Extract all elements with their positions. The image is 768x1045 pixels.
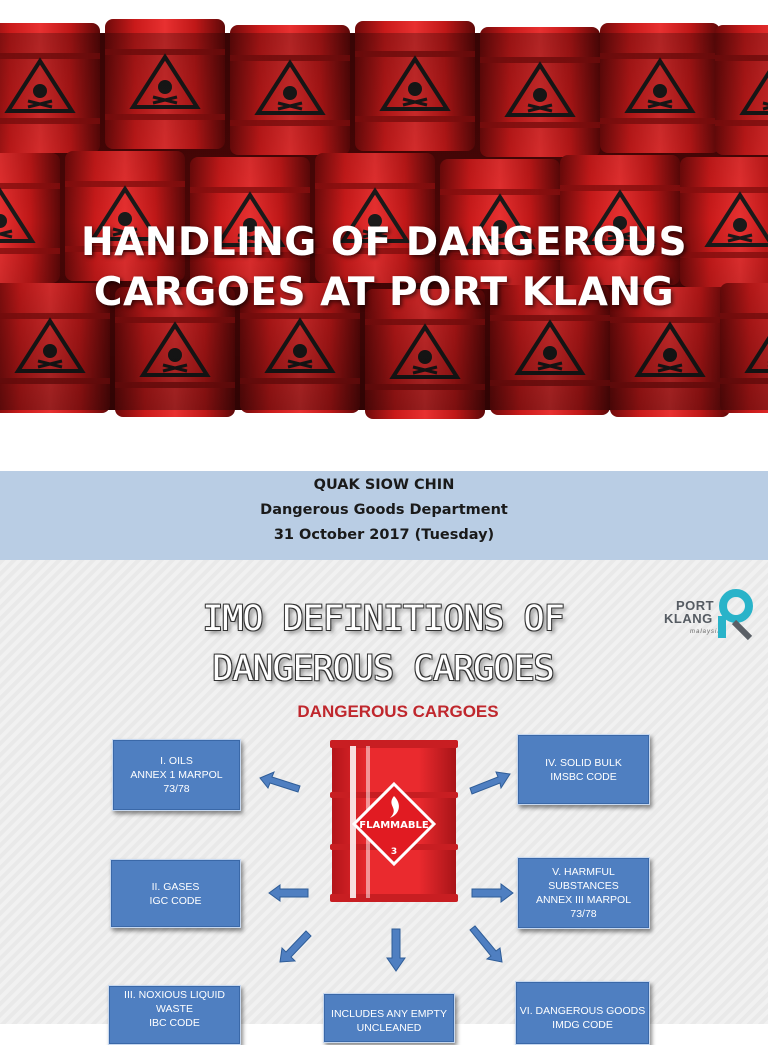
drum-label: FLAMMABLE	[359, 820, 429, 831]
arrow-right-up-icon	[468, 770, 512, 800]
box-oils-line-2: ANNEX 1 MARPOL	[130, 769, 223, 781]
title-line-2: CARGOES AT PORT KLANG	[93, 270, 675, 315]
box-oils-line-3: 73/78	[163, 783, 190, 795]
arrow-left-icon	[268, 884, 310, 902]
heading-line-1: IMO DEFINITIONS OF	[202, 599, 564, 639]
box-empty-line-1: INCLUDES ANY EMPTY	[331, 1008, 447, 1020]
diagram-subheading: DANGEROUS CARGOES	[297, 702, 499, 721]
box-gases-line-2: IGC CODE	[149, 894, 202, 907]
port-klang-logo	[664, 590, 754, 646]
presenter-info-band	[0, 471, 768, 560]
title-line-1: HANDLING OF DANGEROUS	[80, 220, 688, 265]
box-empty-uncleaned	[323, 993, 455, 1043]
box-harmful-line-4: 73/78	[570, 908, 597, 920]
box-oils	[112, 739, 241, 811]
flammable-drum-icon	[330, 738, 458, 906]
arrow-down-right-icon	[468, 924, 504, 964]
presentation-date: 31 October 2017 (Tuesday)	[273, 527, 495, 543]
box-solid-bulk	[517, 734, 650, 805]
arrow-left-up-icon	[258, 770, 302, 800]
box-oils-line-1: I. OILS	[160, 755, 193, 767]
box-solid-bulk-line-2: IMSBC CODE	[550, 770, 617, 783]
box-gases-line-1: II. GASES	[151, 880, 200, 893]
arrow-right-icon	[470, 883, 514, 903]
department-name: Dangerous Goods Department	[260, 502, 508, 518]
definitions-slide	[0, 560, 768, 1034]
logo-tagline: malaysia	[690, 629, 722, 635]
box-harmful-substances	[517, 857, 650, 929]
box-empty-line-2: UNCLEANED	[356, 1022, 422, 1034]
box-solid-bulk-line-1: IV. SOLID BULK	[545, 756, 622, 769]
box-noxious-line-2: WASTE	[156, 1003, 193, 1015]
presenter-name: QUAK SIOW CHIN	[313, 477, 455, 493]
logo-text-port: PORT	[676, 598, 715, 613]
box-noxious-liquid	[108, 985, 241, 1045]
drum-class-number: 3	[390, 847, 398, 857]
arrow-down-left-icon	[278, 928, 314, 964]
logo-mark-icon	[716, 590, 754, 640]
arrow-down-icon	[386, 928, 406, 972]
box-dg-line-1: VI. DANGEROUS GOODS	[519, 1005, 646, 1017]
slide-heading	[150, 594, 616, 694]
box-harmful-line-3: ANNEX III MARPOL	[535, 894, 632, 906]
box-dangerous-goods	[515, 981, 650, 1045]
presentation-title	[0, 218, 768, 318]
box-harmful-line-1: V. HARMFUL	[552, 866, 615, 878]
box-dg-line-2: IMDG CODE	[552, 1019, 613, 1031]
box-noxious-line-3: IBC CODE	[149, 1017, 200, 1029]
logo-text-klang: KLANG	[664, 611, 713, 626]
box-harmful-line-2: SUBSTANCES	[548, 880, 619, 892]
box-noxious-line-1: III. NOXIOUS LIQUID	[124, 989, 225, 1001]
heading-line-2: DANGEROUS CARGOES	[212, 649, 554, 689]
box-gases	[110, 859, 241, 928]
hazard-drums-banner	[0, 33, 768, 410]
